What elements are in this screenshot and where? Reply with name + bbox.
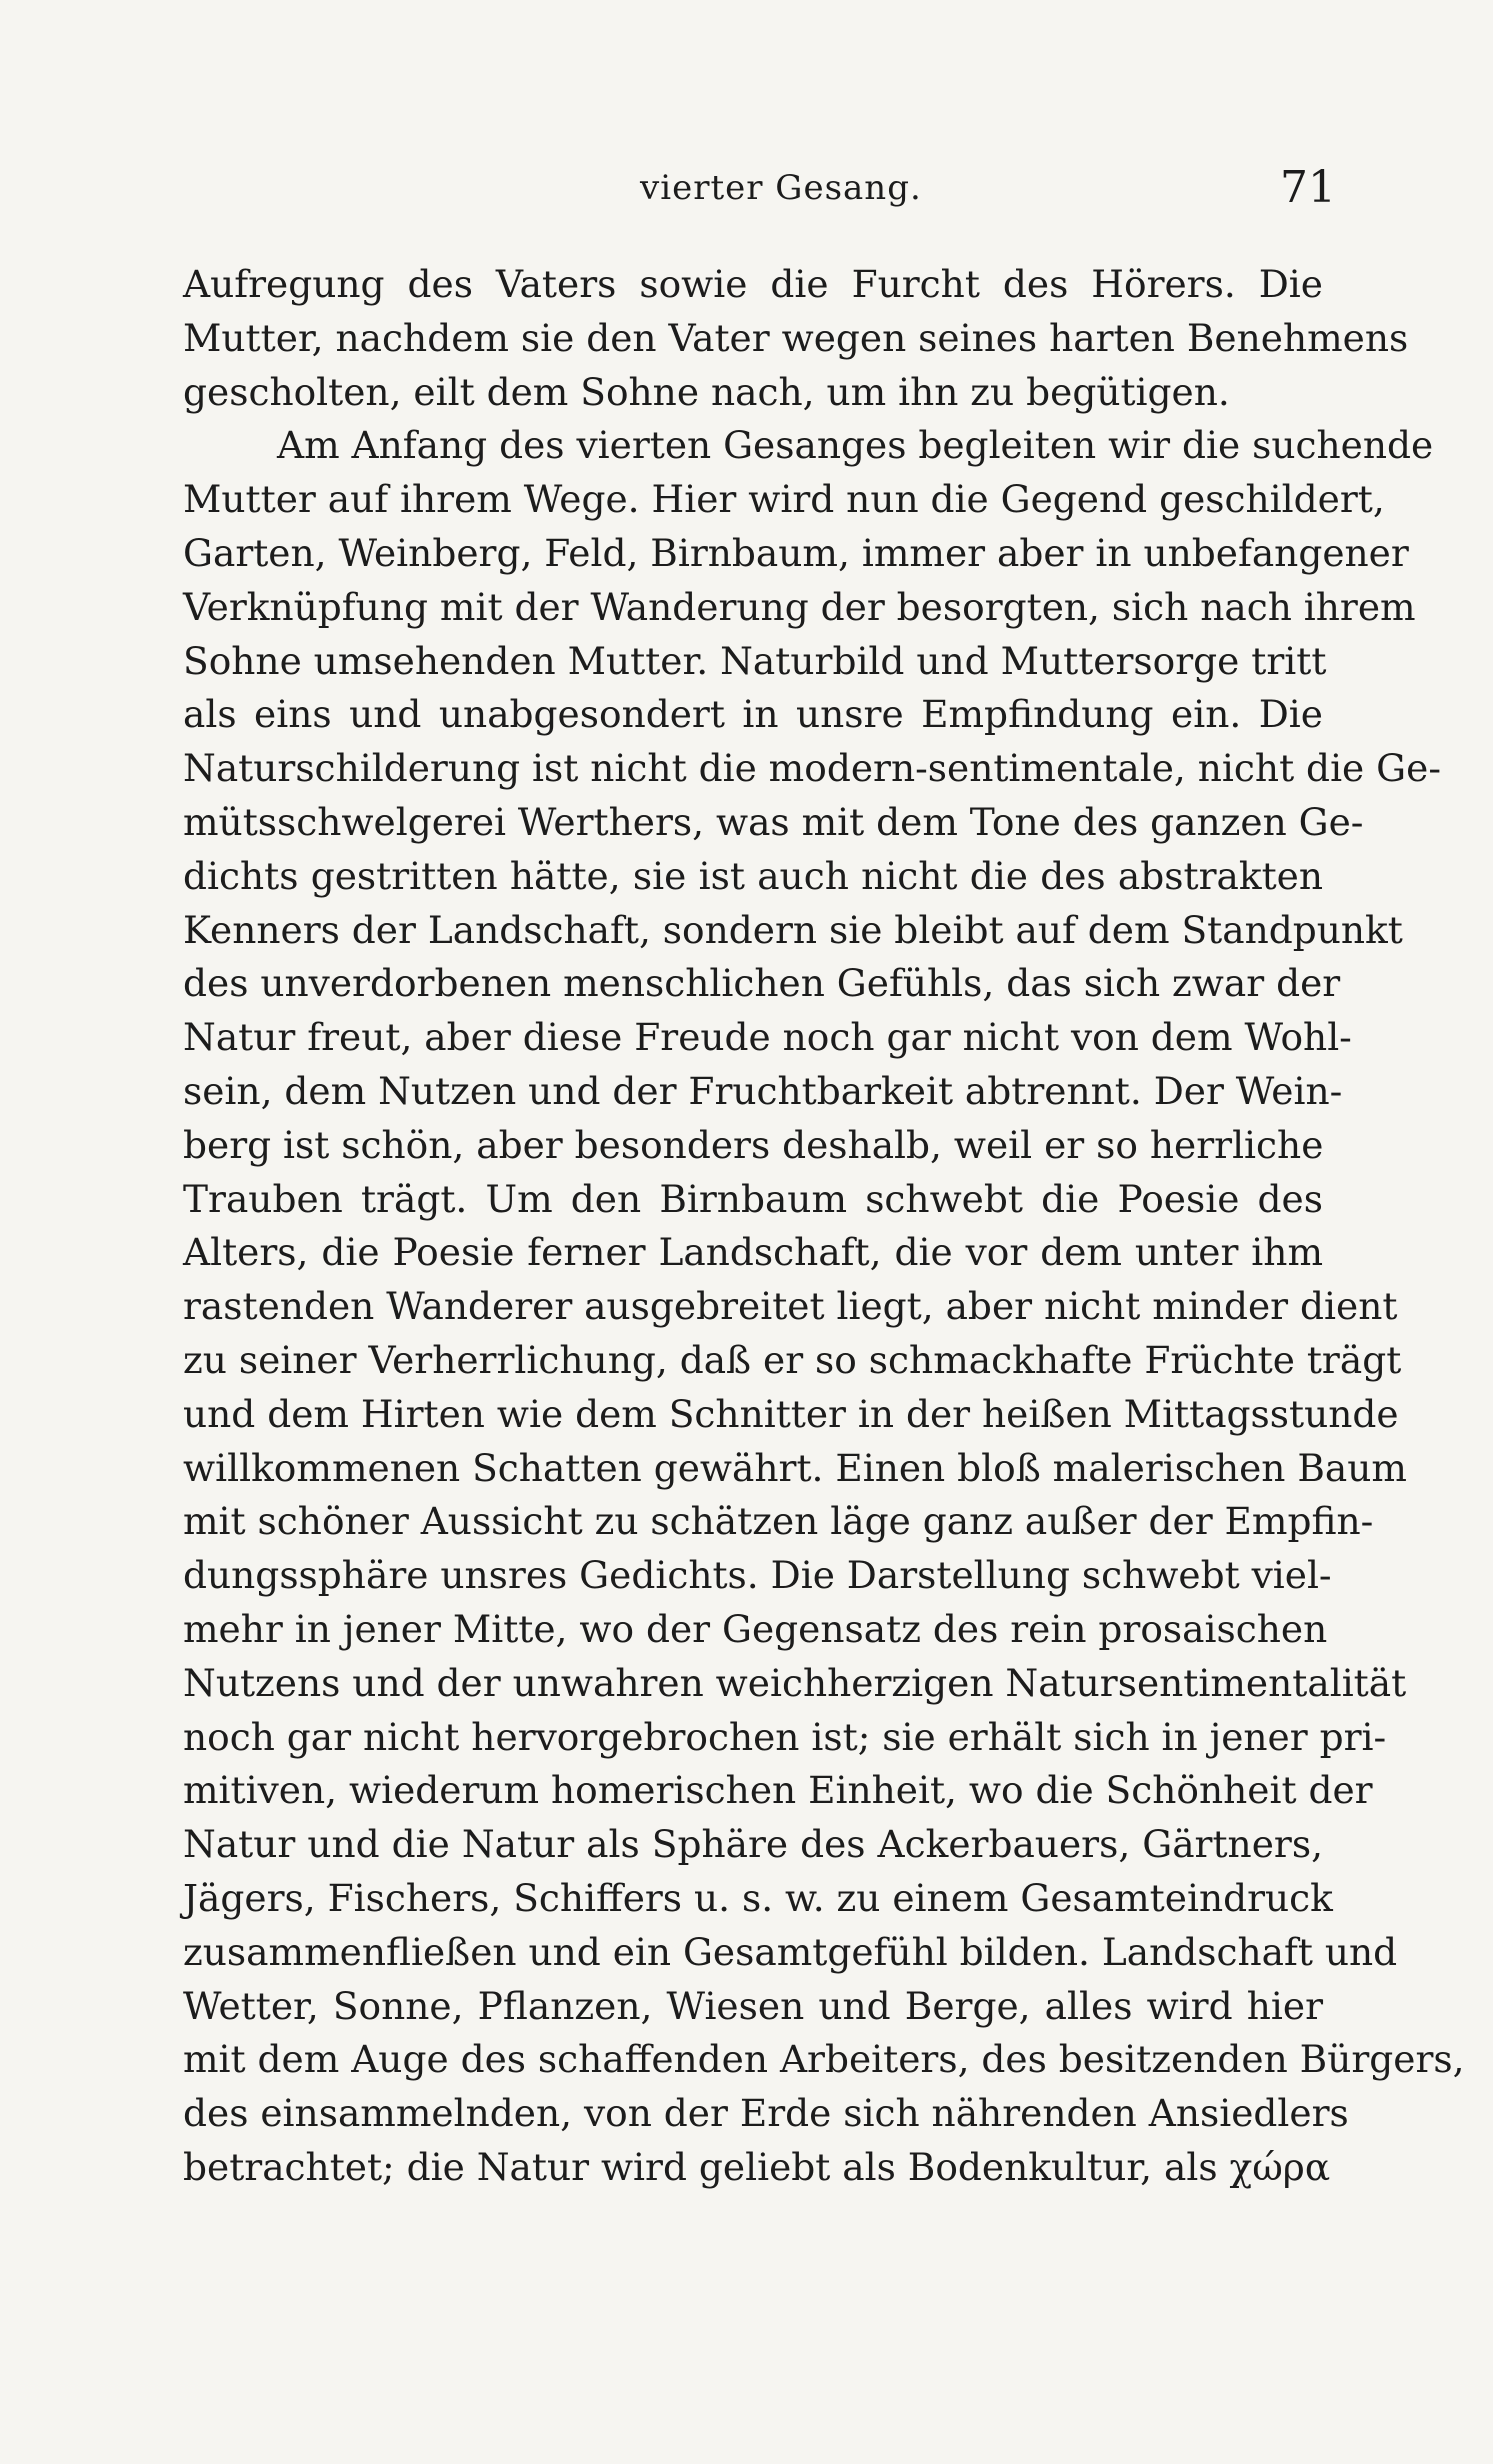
text-line: und dem Hirten wie dem Schnitter in der heißen Mittagsstunde bbox=[183, 1391, 1399, 1436]
text-line: des unverdorbenen menschlichen Gefühls, das sich zwar der bbox=[183, 961, 1341, 1006]
text-line: dichts gestritten hätte, sie ist auch nicht die des abstrakten bbox=[183, 853, 1323, 898]
text-line: betrachtet; die Natur wird geliebt als Bodenkultur, als χώρα bbox=[183, 2144, 1331, 2189]
text-line: Wetter, Sonne, Pflanzen, Wiesen und Berge, alles wird hier bbox=[183, 1983, 1323, 2028]
text-line: noch gar nicht hervorgebrochen ist; sie erhält sich in jener pri- bbox=[183, 1714, 1387, 1759]
text-line: zu seiner Verherrlichung, daß er so schmackhafte Früchte trägt bbox=[183, 1337, 1402, 1382]
text-line: zusammenfließen und ein Gesamtgefühl bilden. Landschaft und bbox=[183, 1929, 1398, 1974]
text-line: berg ist schön, aber besonders deshalb, weil er so herrliche bbox=[183, 1122, 1324, 1167]
text-line: willkommenen Schatten gewährt. Einen bloß malerischen Baum bbox=[183, 1445, 1407, 1490]
text-line: Nutzens und der unwahren weichherzigen Natursentimentalität bbox=[183, 1660, 1407, 1705]
text-line: Jägers, Fischers, Schiffers u. s. w. zu einem Gesamteindruck bbox=[183, 1875, 1333, 1920]
text-line: mit dem Auge des schaffenden Arbeiters, des besitzenden Bürgers, bbox=[183, 2037, 1465, 2082]
text-line: mütsschwelgerei Werthers, was mit dem Tone des ganzen Ge- bbox=[183, 799, 1364, 844]
text-line: gescholten, eilt dem Sohne nach, um ihn zu begütigen. bbox=[183, 369, 1230, 414]
page-number: 71 bbox=[1280, 162, 1336, 213]
text-line: Garten, Weinberg, Feld, Birnbaum, immer aber in unbefangener bbox=[183, 530, 1409, 575]
text-line: Aufregung des Vaters sowie die Furcht des Hörers. Die bbox=[183, 262, 1323, 306]
text-line: Verknüpfung mit der Wanderung der besorgten, sich nach ihrem bbox=[183, 584, 1416, 629]
text-line: Natur und die Natur als Sphäre des Ackerbauers, Gärtners, bbox=[183, 1822, 1323, 1867]
text-line: Kenners der Landschaft, sondern sie bleibt auf dem Standpunkt bbox=[183, 907, 1403, 952]
text-line: Naturschilderung ist nicht die modern-sentimentale, nicht die Ge- bbox=[183, 746, 1441, 791]
text-line: Am Anfang des vierten Gesanges begleiten wir die suchende bbox=[277, 423, 1434, 468]
text-line: Trauben trägt. Um den Birnbaum schwebt die Poesie des bbox=[183, 1176, 1323, 1221]
running-head: vierter Gesang. bbox=[640, 168, 922, 208]
text-line: rastenden Wanderer ausgebreitet liegt, aber nicht minder dient bbox=[183, 1284, 1398, 1329]
text-line: als eins und unabgesondert in unsre Empfindung ein. Die bbox=[183, 692, 1323, 737]
text-line: Alters, die Poesie ferner Landschaft, die vor dem unter ihm bbox=[183, 1230, 1323, 1275]
text-line: mit schöner Aussicht zu schätzen läge ganz außer der Empfin- bbox=[183, 1499, 1374, 1544]
text-line: Natur freut, aber diese Freude noch gar nicht von dem Wohl- bbox=[183, 1015, 1352, 1060]
text-line: sein, dem Nutzen und der Fruchtbarkeit abtrennt. Der Wein- bbox=[183, 1068, 1343, 1113]
text-line: Sohne umsehenden Mutter. Naturbild und Muttersorge tritt bbox=[183, 638, 1327, 683]
text-line: Mutter auf ihrem Wege. Hier wird nun die Gegend geschildert, bbox=[183, 477, 1385, 522]
text-line: mehr in jener Mitte, wo der Gegensatz des rein prosaischen bbox=[183, 1606, 1328, 1651]
text-line: des einsammelnden, von der Erde sich nährenden Ansiedlers bbox=[183, 2091, 1349, 2136]
body-text bbox=[183, 258, 1465, 2195]
text-line: mitiven, wiederum homerischen Einheit, wo die Schönheit der bbox=[183, 1768, 1373, 1813]
text-line: dungssphäre unsres Gedichts. Die Darstellung schwebt viel- bbox=[183, 1553, 1332, 1598]
text-line: Mutter, nachdem sie den Vater wegen seines harten Benehmens bbox=[183, 315, 1409, 360]
